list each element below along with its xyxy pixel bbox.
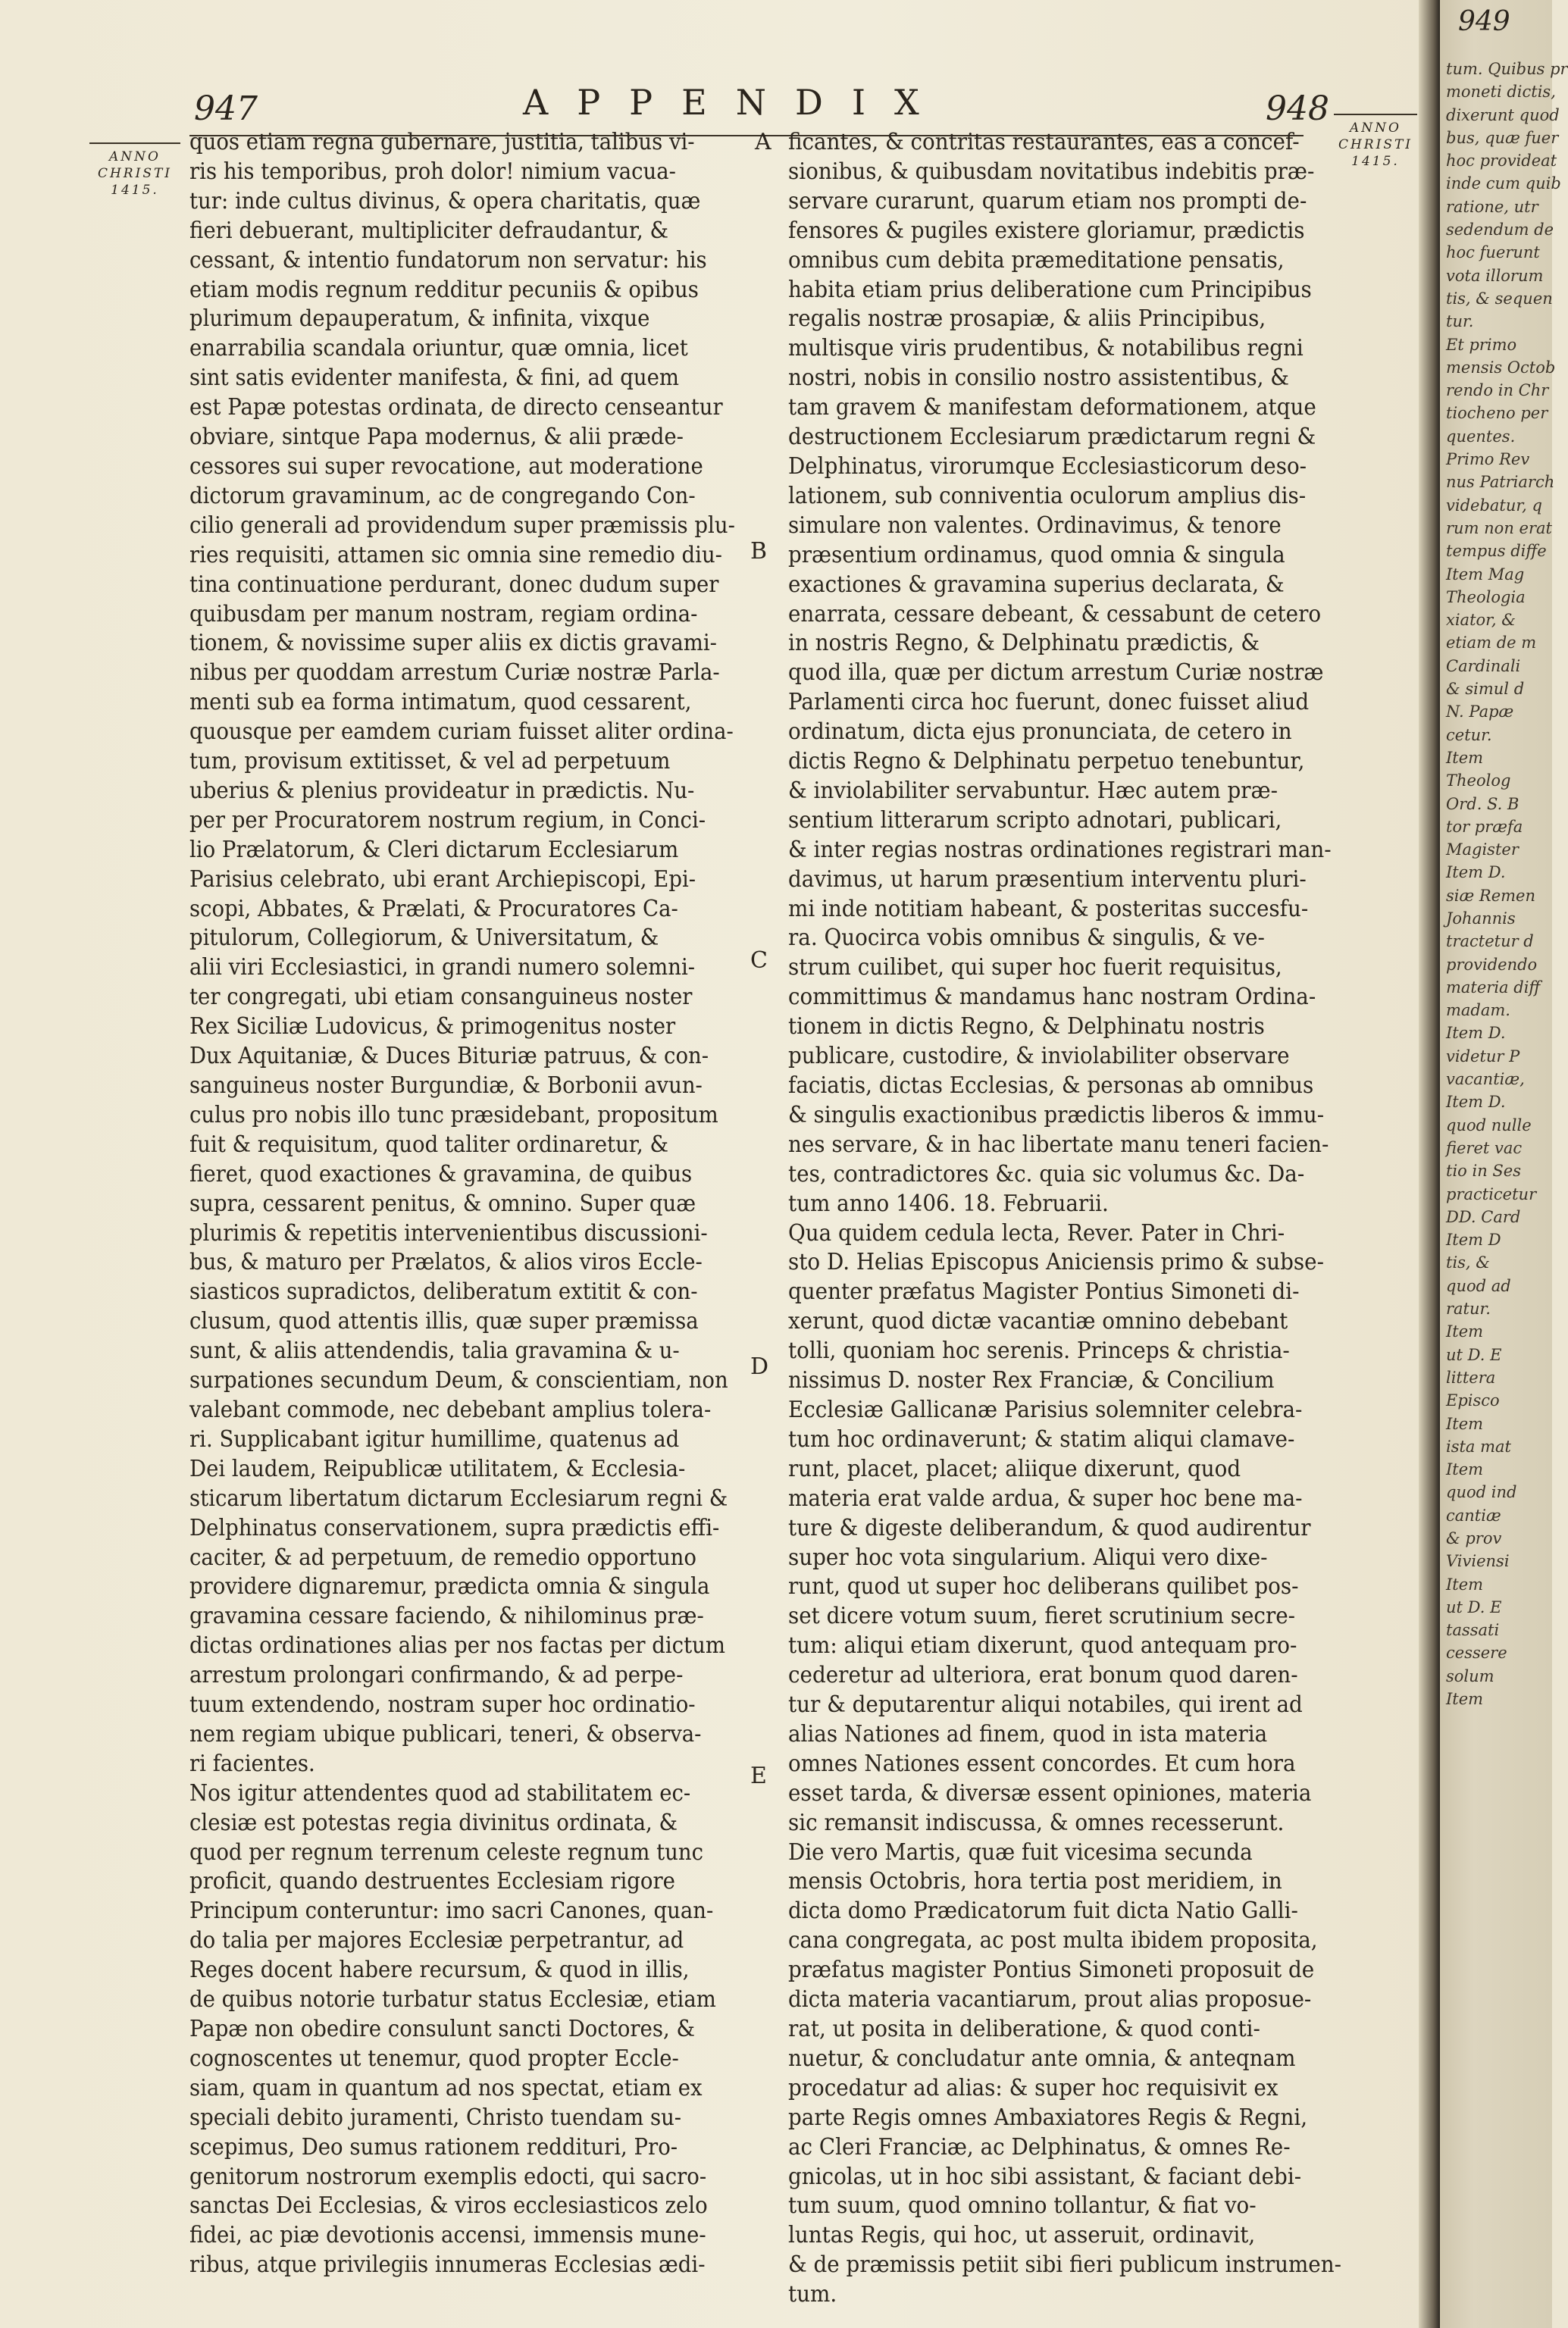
text-line: ri facientes.: [189, 1750, 315, 1776]
text-line: xerunt, quod dictæ vacantiæ omnino debebant: [788, 1308, 1288, 1335]
text-line: in nostris Regno, & Delphinatu prædictis, &: [788, 630, 1260, 656]
text-line: menti sub ea forma intimatum, quod cessarent,: [189, 689, 692, 715]
text-line: enarrata, cessare debeant, & cessabunt de cetero: [788, 600, 1322, 627]
text-line: fieri debuerant, multipliciter defraudantur, &: [189, 217, 669, 243]
text-line: præfatus magister Pontius Simoneti proposuit de: [788, 1957, 1315, 1983]
text-line: Die vero Martis, quæ fuit vicesima secunda: [788, 1838, 1253, 1865]
edge-text-line: videtur P: [1446, 1047, 1520, 1065]
text-line: super hoc vota singularium. Aliqui vero dixe-: [788, 1544, 1268, 1570]
text-line: Principum conteruntur: imo sacri Canones, quan-: [189, 1898, 714, 1924]
text-line: plurimis & repetitis intervenientibus discussioni-: [189, 1219, 708, 1246]
anno-label: ANNO: [109, 149, 161, 164]
edge-text-line: Item D: [1446, 1231, 1501, 1250]
edge-text-line: Item: [1446, 1690, 1484, 1709]
text-line: dicta domo Prædicatorum fuit dicta Natio Galli-: [788, 1898, 1298, 1924]
edge-text-line: ratione, utr: [1446, 197, 1538, 216]
text-line: tionem, & novissime super aliis ex dictis gravami-: [189, 630, 717, 656]
edge-text-line: Item: [1446, 1575, 1484, 1594]
text-line: ac Cleri Franciæ, ac Delphinatus, & omnes Re-: [788, 2133, 1291, 2160]
text-line: alias Nationes ad finem, quod in ista materia: [788, 1720, 1268, 1747]
text-line: luntas Regis, qui hoc, ut asseruit, ordinavit,: [788, 2222, 1256, 2248]
edge-text-line: bus, quæ fuer: [1446, 128, 1559, 147]
text-line: mensis Octobris, hora tertia post meridiem, in: [788, 1868, 1282, 1895]
text-line: siasticos supradictos, deliberatum extitit & con-: [189, 1278, 698, 1305]
book-gutter-shadow: [1419, 0, 1440, 2328]
anno-rule: [1334, 114, 1417, 115]
text-line: multisque viris prudentibus, & notabilibus regni: [788, 335, 1304, 361]
edge-text-line: materia diff: [1446, 978, 1541, 997]
text-line: providere dignaremur, prædicta omnia & singula: [189, 1573, 710, 1600]
text-line: esset tarda, & diversæ essent opiniones, materia: [788, 1779, 1312, 1806]
text-line: set dicere votum suum, fieret scrutinium secre-: [788, 1603, 1296, 1629]
text-line: siam, quam in quantum ad nos spectat, etiam ex: [189, 2074, 703, 2101]
text-line: etiam modis regnum redditur pecuniis & opibus: [189, 276, 699, 302]
edge-text-line: Item Mag: [1446, 565, 1525, 584]
text-line: fensores & pugiles existere gloriamur, prædictis: [788, 217, 1305, 243]
text-line: committimus & mandamus hanc nostram Ordina-: [788, 984, 1316, 1010]
text-line: dictorum gravaminum, ac de congregando Con-: [189, 482, 696, 508]
page-number-left: 947: [194, 89, 258, 128]
edge-text-line: Theologia: [1446, 587, 1526, 606]
text-line: rat, ut posita in deliberatione, & quod conti-: [788, 2016, 1260, 2042]
text-line: fuit & requisitum, quod taliter ordinaretur, &: [189, 1131, 668, 1157]
text-line: tum, provisum extitisset, & vel ad perpetuum: [189, 748, 671, 774]
text-line: caciter, & ad perpetuum, de remedio opportuno: [189, 1544, 696, 1570]
text-line: surpationes secundum Deum, & conscientiam, non: [189, 1367, 728, 1394]
edge-text-line: hoc provideat: [1446, 152, 1557, 171]
text-line: sanctas Dei Ecclesias, & viros ecclesiasticos zelo: [189, 2192, 708, 2219]
margin-letter-a: A: [755, 129, 771, 155]
text-line: quousque per eamdem curiam fuisset aliter ordina-: [189, 718, 734, 745]
edge-text-line: tio in Ses: [1446, 1162, 1521, 1181]
text-line: tolli, quoniam hoc serenis. Princeps & christia-: [788, 1338, 1290, 1364]
text-line: tur: inde cultus divinus, & opera charitatis, quæ: [189, 187, 701, 214]
text-line: procedatur ad alias: & super hoc requisivit ex: [788, 2074, 1278, 2101]
edge-text-line: tis, & sequen: [1446, 289, 1553, 308]
text-line: tur & deputarentur aliqui notabiles, qui irent ad: [788, 1691, 1303, 1718]
text-line: Dei laudem, Reipublicæ utilitatem, & Ecclesia-: [189, 1455, 686, 1482]
text-line: exactiones & gravamina superius declarata, &: [788, 571, 1285, 597]
text-line: proficit, quando destruentes Ecclesiam rigore: [189, 1868, 675, 1895]
edge-text-line: cessere: [1446, 1644, 1507, 1663]
edge-text-column: [1446, 58, 1568, 1710]
edge-text-line: nus Patriarch: [1446, 473, 1555, 492]
text-line: tam gravem & manifestam deformationem, atque: [788, 394, 1316, 421]
edge-text-line: ut D. E: [1446, 1345, 1502, 1364]
edge-text-line: Theolog: [1446, 771, 1511, 790]
text-line: sanguineus noster Burgundiæ, & Borbonii avun-: [189, 1072, 703, 1098]
edge-text-line: solum: [1446, 1666, 1494, 1685]
margin-letter-d: D: [750, 1353, 769, 1380]
edge-text-line: rum non erat: [1446, 518, 1552, 537]
text-line: tuum extendendo, nostram super hoc ordinatio-: [189, 1691, 696, 1718]
edge-text-line: Cardinali: [1446, 656, 1521, 675]
text-line: Delphinatus, virorumque Ecclesiasticorum deso-: [788, 452, 1307, 479]
text-line: nes servare, & in hac libertate manu teneri facien-: [788, 1131, 1329, 1157]
edge-text-line: cetur.: [1446, 725, 1492, 744]
text-line: sionibus, & quibusdam novitatibus indebitis præ-: [788, 158, 1315, 184]
text-line: sentium litterarum scripto adnotari, publicari,: [788, 806, 1282, 833]
text-line: tum suum, quod omnino tollantur, & fiat vo-: [788, 2192, 1257, 2219]
margin-letter-e: E: [750, 1763, 767, 1789]
margin-letter-c: C: [750, 947, 768, 974]
text-line: dictas ordinationes alias per nos factas per dictum: [189, 1632, 725, 1659]
text-line: enarrabilia scandala oriuntur, quæ omnia, licet: [189, 335, 688, 361]
edge-text-line: N. Papæ: [1446, 702, 1514, 721]
text-line: omnibus cum debita præmeditatione pensatis,: [788, 246, 1285, 273]
text-line: est Papæ potestas ordinata, de directo censeantur: [189, 394, 723, 421]
text-line: strum cuilibet, qui super hoc fuerit requisitus,: [788, 954, 1282, 981]
text-line: nostri, nobis in consilio nostro assistentibus, &: [788, 365, 1289, 391]
text-line: fieret, quod exactiones & gravamina, de quibus: [189, 1160, 693, 1187]
edge-text-line: tor præfa: [1446, 817, 1523, 836]
text-line: obviare, sintque Papa modernus, & alii præde-: [189, 424, 684, 450]
text-line: omnes Nationes essent concordes. Et cum hora: [788, 1750, 1296, 1776]
edge-text-line: Item: [1446, 1414, 1484, 1433]
text-line: quibusdam per manum nostram, regiam ordina-: [189, 600, 698, 627]
edge-text-line: tiocheno per: [1446, 404, 1548, 423]
edge-text-line: hoc fuerunt: [1446, 243, 1540, 262]
edge-text-line: Ord. S. B: [1446, 794, 1519, 813]
text-line: cilio generali ad providendum super præmissis plu-: [189, 512, 735, 538]
edge-text-line: Item D.: [1446, 863, 1506, 882]
text-line: præsentium ordinamus, quod omnia & singula: [788, 541, 1285, 568]
text-line: sto D. Helias Episcopus Aniciensis primo & subse-: [788, 1249, 1324, 1275]
text-line: regalis nostræ prosapiæ, & aliis Principibus,: [788, 305, 1266, 332]
text-line: ture & digeste deliberandum, & quod audirentur: [788, 1514, 1311, 1541]
edge-text-line: tassati: [1446, 1621, 1500, 1640]
edge-text-line: Magister: [1446, 840, 1519, 859]
text-line: Papæ non obedire consulunt sancti Doctores, &: [189, 2016, 695, 2042]
text-line: nibus per quoddam arrestum Curiæ nostræ Parla-: [189, 659, 720, 686]
text-line: scopi, Abbates, & Prælati, & Procuratores Ca-: [189, 895, 678, 922]
text-line: nem regiam ubique publicari, teneri, & observa-: [189, 1720, 702, 1747]
text-line: destructionem Ecclesiarum prædictarum regni &: [788, 424, 1316, 450]
page-number-right: 948: [1266, 89, 1329, 128]
text-line: clusum, quod attentis illis, quæ super præmissa: [189, 1308, 699, 1335]
text-line: ordinatum, dicta ejus pronunciata, de cetero in: [788, 718, 1292, 745]
text-line: tum anno 1406. 18. Februarii.: [788, 1190, 1109, 1216]
text-line: tum hoc ordinaverunt; & statim aliqui clamave-: [788, 1425, 1295, 1452]
text-line: Parisius celebrato, ubi erant Archiepiscopi, Epi-: [189, 865, 696, 892]
anno-rule: [89, 142, 180, 144]
text-line: clesiæ est potestas regia divinitus ordinata, &: [189, 1809, 678, 1835]
right-text-column: [788, 127, 1376, 2309]
edge-text-line: mensis Octob: [1446, 358, 1556, 377]
edge-text-line: tur.: [1446, 312, 1474, 331]
edge-text-line: ut D. E: [1446, 1597, 1502, 1616]
edge-text-line: tempus diffe: [1446, 542, 1547, 561]
edge-text-line: ista mat: [1446, 1437, 1511, 1456]
edge-text-line: DD. Card: [1446, 1207, 1521, 1226]
text-line: Nos igitur attendentes quod ad stabilitatem ec-: [189, 1779, 691, 1806]
text-line: plurimum depauperatum, & infinita, vixque: [189, 305, 650, 332]
edge-text-line: & simul d: [1446, 680, 1525, 699]
text-line: simulare non valentes. Ordinavimus, & tenore: [788, 512, 1282, 538]
text-line: bus, & maturo per Prælatos, & alios viros Eccle-: [189, 1249, 703, 1275]
text-line: quod per regnum terrenum celeste regnum tunc: [189, 1838, 704, 1865]
edge-text-line: sedendum de: [1446, 221, 1554, 239]
text-line: gravamina cessare faciendo, & nihilominus præ-: [189, 1603, 704, 1629]
edge-text-line: tractetur d: [1446, 932, 1534, 951]
text-line: lationem, sub conniventia oculorum amplius dis-: [788, 482, 1307, 508]
edge-text-line: quentes.: [1446, 427, 1516, 446]
edge-text-line: ratur.: [1446, 1300, 1491, 1319]
text-line: Reges docent habere recursum, & quod in illis,: [189, 1957, 690, 1983]
edge-text-line: tis, &: [1446, 1253, 1490, 1272]
text-line: runt, quod ut super hoc deliberans quilibet pos-: [788, 1573, 1299, 1600]
text-line: dicta materia vacantiarum, prout alias proposue-: [788, 1986, 1312, 2013]
edge-text-line: inde cum quib: [1446, 174, 1561, 193]
edge-text-line: Item D.: [1446, 1024, 1506, 1043]
text-line: Dux Aquitaniæ, & Duces Bituriæ patruus, & con-: [189, 1043, 709, 1069]
text-line: de quibus notorie turbatur status Ecclesiæ, etiam: [189, 1986, 716, 2013]
text-line: genitorum nostrorum exemplis edocti, qui sacro-: [189, 2163, 707, 2189]
edge-text-line: Item: [1446, 1460, 1484, 1479]
text-line: gnicolas, ut in hoc sibi assistant, & faciant debi-: [788, 2163, 1302, 2189]
text-line: Parlamenti circa hoc fuerunt, donec fuisset aliud: [788, 689, 1310, 715]
edge-text-line: madam.: [1446, 1001, 1510, 1020]
text-line: materia erat valde ardua, & super hoc bene ma-: [788, 1485, 1303, 1511]
text-line: per per Procuratorem nostrum regium, in Conci-: [189, 806, 706, 833]
edge-text-line: moneti dictis,: [1446, 83, 1556, 102]
edge-text-line: Johannis: [1446, 909, 1516, 928]
edge-text-line: cantiæ: [1446, 1506, 1501, 1525]
text-line: mi inde notitiam habeant, & posteritas succesfu-: [788, 895, 1309, 922]
text-line: ribus, atque privilegiis innumeras Ecclesias ædi-: [189, 2251, 706, 2278]
edge-text-line: Episco: [1446, 1391, 1500, 1410]
text-line: publicare, custodire, & inviolabiliter observare: [788, 1043, 1290, 1069]
text-line: cederetur ad ulteriora, erat bonum quod daren-: [788, 1662, 1298, 1688]
edge-text-line: tum. Quibus pr: [1446, 60, 1568, 78]
edge-text-line: providendo: [1446, 955, 1538, 974]
text-line: parte Regis omnes Ambaxiatores Regis & Regni,: [788, 2104, 1308, 2130]
edge-text-line: xiator, &: [1446, 611, 1516, 630]
edge-text-line: rendo in Chr: [1446, 381, 1549, 400]
text-line: quod illa, quæ per dictum arrestum Curiæ nostræ: [788, 659, 1324, 686]
text-line: & inter regias nostras ordinationes registrari man-: [788, 836, 1332, 862]
left-text-column: [189, 127, 775, 2280]
text-line: servare curarunt, quarum etiam nos prompti de-: [788, 187, 1307, 214]
text-line: Delphinatus conservationem, supra prædictis effi-: [189, 1514, 720, 1541]
text-line: nuetur, & concludatur ante omnia, & anteqnam: [788, 2045, 1296, 2071]
text-line: alii viri Ecclesiastici, in grandi numero solemni-: [189, 954, 696, 981]
text-line: uberius & plenius provideatur in prædictis. Nu-: [189, 777, 695, 803]
text-line: fidei, ac piæ devotionis accensi, immensis mune-: [189, 2222, 706, 2248]
text-line: runt, placet, placet; aliique dixerunt, quod: [788, 1455, 1241, 1482]
text-line: sticarum libertatum dictarum Ecclesiarum regni &: [189, 1485, 728, 1511]
edge-text-line: vacantiæ,: [1446, 1070, 1525, 1089]
anno-christi-left: [89, 142, 180, 199]
text-line: sic remansit indiscussa, & omnes recesserunt.: [788, 1809, 1285, 1835]
text-line: ries requisiti, attamen sic omnia sine remedio diu-: [189, 541, 722, 568]
text-line: tina continuatione perdurant, donec dudum super: [189, 571, 719, 597]
page-number-edge: 949: [1458, 6, 1510, 37]
edge-text-line: Item: [1446, 1322, 1484, 1341]
anno-year: 1415.: [111, 183, 159, 198]
edge-text-line: Viviensi: [1446, 1552, 1510, 1571]
text-line: supra, cessarent penitus, & omnino. Super quæ: [189, 1190, 696, 1216]
edge-text-line: littera: [1446, 1368, 1496, 1387]
text-line: dictis Regno & Delphinatu perpetuo tenebuntur,: [788, 748, 1305, 774]
text-line: tes, contradictores &c. quia sic volumus &c. Da-: [788, 1160, 1305, 1187]
text-line: Rex Siciliæ Ludovicus, & primogenitus noster: [189, 1013, 676, 1040]
edge-text-line: Item: [1446, 748, 1484, 767]
text-line: davimus, ut harum præsentium interventu pluri-: [788, 865, 1307, 892]
text-line: cognoscentes ut tenemur, quod propter Eccle-: [189, 2045, 679, 2071]
text-line: Qua quidem cedula lecta, Rever. Pater in Chri-: [788, 1219, 1285, 1246]
text-line: nissimus D. noster Rex Franciæ, & Concilium: [788, 1367, 1275, 1394]
text-line: tum: aliqui etiam dixerunt, quod antequam pro-: [788, 1632, 1297, 1659]
text-line: ficantes, & contritas restaurantes, eas a concef-: [788, 129, 1300, 155]
text-line: cessores sui super revocatione, aut moderatione: [189, 452, 703, 479]
text-line: habita etiam prius deliberatione cum Principibus: [788, 276, 1312, 302]
text-line: do talia per majores Ecclesiæ perpetrantur, ad: [189, 1927, 684, 1954]
text-line: ris his temporibus, proh dolor! nimium vacua-: [189, 158, 676, 184]
christi-label: CHRISTI: [97, 166, 173, 181]
edge-text-line: Item D.: [1446, 1093, 1506, 1112]
text-line: ra. Quocirca vobis omnibus & singulis, & ve-: [788, 925, 1265, 951]
text-line: lio Prælatorum, & Cleri dictarum Ecclesiarum: [189, 836, 679, 862]
edge-text-line: etiam de m: [1446, 634, 1537, 652]
edge-text-line: & prov: [1446, 1529, 1502, 1547]
text-line: valebant commode, nec debebant amplius tolera-: [189, 1396, 712, 1422]
running-title: APPENDIX: [523, 82, 948, 123]
text-line: quos etiam regna gubernare, justitia, talibus vi-: [189, 129, 695, 155]
text-line: speciali debito juramenti, Christo tuendam su-: [189, 2104, 682, 2130]
text-line: pitulorum, Collegiorum, & Universitatum, &: [189, 925, 659, 951]
adjacent-page-edge: [1440, 0, 1568, 2328]
text-line: & inviolabiliter servabuntur. Hæc autem præ-: [788, 777, 1278, 803]
christi-label: CHRISTI: [1338, 137, 1413, 152]
edge-text-line: dixerunt quod: [1446, 105, 1560, 124]
text-line: faciatis, dictas Ecclesias, & personas ab omnibus: [788, 1072, 1314, 1098]
text-line: sint satis evidenter manifesta, & fini, ad quem: [189, 365, 680, 391]
edge-text-line: vota illorum: [1446, 266, 1544, 285]
edge-text-line: practicetur: [1446, 1184, 1537, 1203]
edge-text-line: Et primo: [1446, 335, 1517, 354]
text-line: ri. Supplicabant igitur humillime, quatenus ad: [189, 1425, 680, 1452]
text-line: Ecclesiæ Gallicanæ Parisius solemniter celebra-: [788, 1396, 1303, 1422]
edge-text-line: Primo Rev: [1446, 450, 1530, 469]
edge-text-line: quod ind: [1446, 1483, 1517, 1502]
text-line: & de præmissis petiit sibi fieri publicum instrumen-: [788, 2251, 1341, 2278]
text-line: & singulis exactionibus prædictis liberos & immu-: [788, 1101, 1325, 1128]
margin-letter-b: B: [750, 538, 768, 565]
edge-text-line: quod ad: [1446, 1276, 1511, 1295]
edge-text-line: fieret vac: [1446, 1138, 1523, 1157]
text-line: cana congregata, ac post multa ibidem proposita,: [788, 1927, 1318, 1954]
text-line: cessant, & intentio fundatorum non servatur: his: [189, 246, 707, 273]
text-line: arrestum prolongari confirmando, & ad perpe-: [189, 1662, 684, 1688]
text-line: tionem in dictis Regno, & Delphinatu nostris: [788, 1013, 1265, 1040]
edge-text-line: quod nulle: [1446, 1116, 1532, 1134]
text-line: tum.: [788, 2281, 837, 2308]
text-line: ter congregati, ubi etiam consanguineus noster: [189, 984, 693, 1010]
anno-label: ANNO: [1350, 120, 1401, 136]
edge-text-line: videbatur, q: [1446, 496, 1542, 515]
text-line: culus pro nobis illo tunc præsidebant, propositum: [189, 1101, 718, 1128]
text-line: quenter præfatus Magister Pontius Simoneti di-: [788, 1278, 1300, 1305]
text-line: scepimus, Deo sumus rationem reddituri, Pro-: [189, 2133, 678, 2160]
anno-year: 1415.: [1351, 154, 1400, 169]
edge-text-line: siæ Remen: [1446, 886, 1536, 905]
text-line: sunt, & aliis attendendis, talia gravamina & u-: [189, 1338, 680, 1364]
